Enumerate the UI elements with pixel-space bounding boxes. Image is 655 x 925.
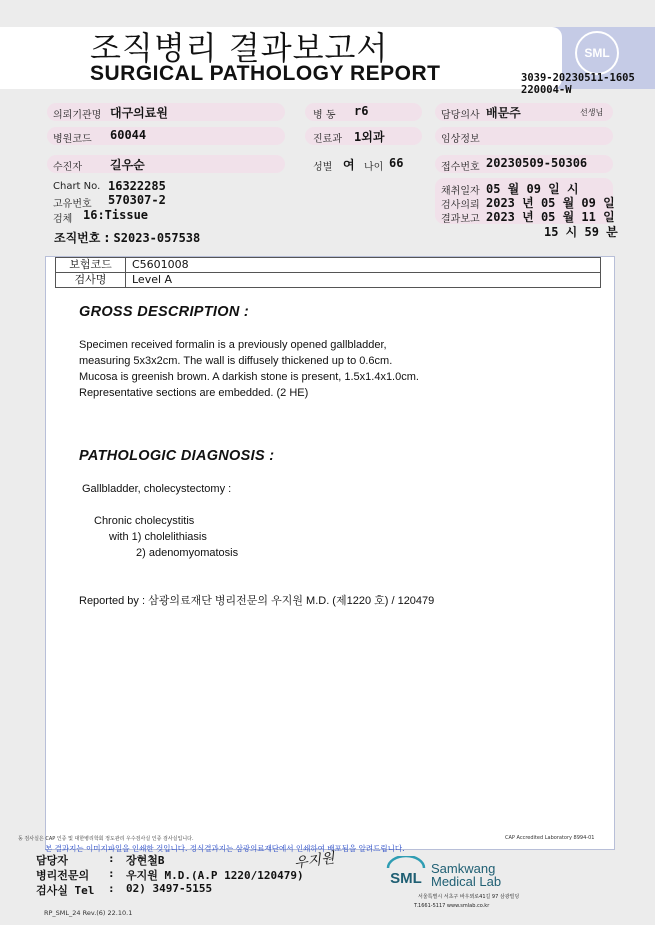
institution-value: 대구의료원 — [110, 106, 168, 120]
form-code: RP_SML_24 Rev.(6) 22.10.1 — [44, 909, 133, 917]
patient-label: 수진자 — [53, 162, 82, 173]
tel-value: 02) 3497-5155 — [126, 882, 213, 895]
doctor-label: 담당의사 — [441, 110, 480, 121]
cap-note: CAP Accredited Laboratory 8994-01 — [505, 835, 595, 841]
gross-line: Specimen received formalin is a previously opened gallbladder, — [79, 339, 387, 351]
manager-value: 장현철B — [126, 854, 165, 867]
hospital-code-label: 병원코드 — [53, 134, 92, 145]
lab-contact: T.1661-5117 www.smlab.co.kr — [414, 903, 490, 909]
insurance-table — [55, 257, 601, 288]
report-id-line2: 220004-W — [521, 84, 572, 96]
tissue-number-value: S2023-057538 — [113, 231, 201, 245]
collect-value: 05 월 09 일 시 — [486, 182, 579, 196]
chart-value: 16322285 — [108, 179, 166, 193]
reported-by: Reported by : 삼광의료재단 병리전문의 우지원 M.D. (제1220 호) / 120479 — [79, 595, 435, 607]
print-disclaimer: 본 결과지는 이미지파일을 인쇄한 것입니다. 정식결과지는 삼광의료재단에서 인쇄하여 배포됨을 알려드립니다. — [45, 844, 405, 853]
result-time-value: 15 시 59 분 — [544, 225, 618, 239]
collect-label: 채취일자 — [441, 186, 480, 197]
gross-line: Mucosa is greenish brown. A darkish stone is present, 1.5x1.4x1.0cm. — [79, 371, 419, 383]
patient-value: 길우순 — [110, 158, 145, 172]
report-id-line1: 3039-20230511-1605 — [521, 72, 635, 84]
clinical-info-label: 임상정보 — [441, 134, 480, 145]
diagnosis-line: Gallbladder, cholecystectomy : — [82, 483, 232, 495]
receipt-value: 20230509-50306 — [486, 156, 588, 170]
diagnosis-line: 2) adenomyomatosis — [136, 547, 239, 559]
institution-label: 의뢰기관명 — [53, 110, 102, 121]
specimen-label: 검체 — [53, 214, 73, 225]
colon: : — [108, 852, 115, 865]
table-row — [56, 258, 601, 273]
sml-logo-icon: SML — [575, 31, 619, 75]
diagnosis-line: Chronic cholecystitis — [94, 515, 195, 527]
test-name-label: 검사명 — [56, 273, 126, 288]
dept-value: 1외과 — [354, 130, 385, 144]
pathologist-signature: 우지원 — [293, 850, 336, 872]
patient-pill — [47, 155, 285, 173]
gross-line: Representative sections are embedded. (2 HE) — [79, 387, 309, 399]
ward-label: 병 동 — [313, 110, 336, 121]
age-value: 66 — [389, 156, 404, 170]
specimen-value: 16:Tissue — [83, 208, 149, 222]
result-value: 2023 년 05 월 11 일 — [486, 210, 615, 224]
report-title-english: SURGICAL PATHOLOGY REPORT — [90, 62, 441, 85]
colon: : — [108, 867, 115, 880]
sex-label: 성별 — [313, 162, 333, 173]
request-label: 검사의뢰 — [441, 200, 480, 211]
lab-name-line2: Medical Lab — [431, 874, 502, 889]
tel-label: 검사실 Tel — [36, 884, 95, 897]
dept-label: 진료과 — [313, 134, 342, 145]
tissue-number — [54, 229, 200, 246]
accreditation-note: 동 검사실은 CAP 인증 및 대한병리학회 정도관리 우수검사실 인증 검사실입니다. — [18, 836, 194, 842]
samkwang-logo-text: SML — [390, 870, 422, 886]
lab-name — [431, 862, 501, 888]
diagnosis-heading: PATHOLOGIC DIAGNOSIS : — [79, 448, 275, 464]
sex-value: 여 — [343, 158, 355, 172]
gross-description — [79, 337, 419, 401]
test-name-value: Level A — [126, 273, 601, 288]
report-id — [521, 72, 635, 96]
lab-name-line1: Samkwang — [431, 861, 496, 876]
gross-heading: GROSS DESCRIPTION : — [79, 304, 250, 320]
table-row — [56, 273, 601, 288]
result-label: 결과보고 — [441, 214, 480, 225]
insurance-code-label: 보험코드 — [56, 258, 126, 273]
colon: : — [108, 882, 115, 895]
manager-label: 담당자 — [36, 854, 68, 867]
hospital-code-value: 60044 — [110, 128, 147, 142]
doctor-value: 배문주 — [486, 106, 521, 120]
age-label: 나이 — [364, 162, 384, 173]
doctor-suffix: 선생님 — [580, 108, 604, 117]
diagnosis-line: with 1) cholelithiasis — [109, 531, 207, 543]
lab-address: 서울특별시 서초구 바우뫼로41길 97 삼광빌딩 — [418, 894, 520, 900]
insurance-code-value: C5601008 — [126, 258, 601, 273]
chart-label: Chart No. — [53, 181, 101, 192]
ward-value: r6 — [354, 104, 369, 118]
unique-value: 570307-2 — [108, 193, 166, 207]
gross-line: measuring 5x3x2cm. The wall is diffusely thickened up to 0.6cm. — [79, 355, 393, 367]
report-title-korean: 조직병리 결과보고서 — [90, 29, 389, 67]
samkwang-logo-icon — [384, 856, 428, 886]
receipt-label: 접수번호 — [441, 162, 480, 173]
pathologist-label: 병리전문의 — [36, 869, 90, 882]
pathologist-value: 우지원 M.D.(A.P 1220/120479) — [126, 869, 304, 882]
request-value: 2023 년 05 월 09 일 — [486, 196, 615, 210]
tissue-number-label: 조직번호 : — [54, 231, 110, 245]
unique-label: 고유번호 — [53, 199, 92, 210]
